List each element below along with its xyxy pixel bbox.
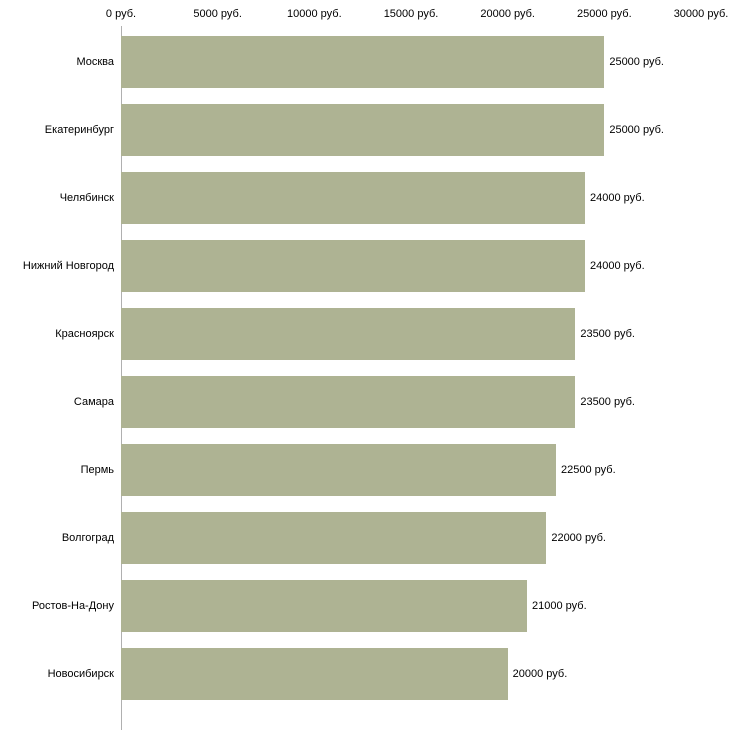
x-axis-tick-label: 30000 руб. — [673, 8, 729, 20]
x-axis-tick-label: 15000 руб. — [383, 8, 439, 20]
category-label: Екатеринбург — [44, 124, 114, 136]
bar[interactable] — [121, 444, 556, 496]
bar-value-label: 24000 руб. — [590, 192, 645, 204]
chart-row — [0, 164, 730, 232]
bar[interactable] — [121, 36, 604, 88]
chart-row — [0, 232, 730, 300]
bar[interactable] — [121, 240, 585, 292]
bar[interactable] — [121, 376, 575, 428]
bar[interactable] — [121, 104, 604, 156]
bar[interactable] — [121, 648, 508, 700]
bar[interactable] — [121, 172, 585, 224]
category-label: Ростов-На-Дону — [31, 600, 114, 612]
category-label: Красноярск — [55, 328, 114, 340]
x-axis-tick-label: 25000 руб. — [577, 8, 632, 20]
chart-row — [0, 28, 730, 96]
category-label: Волгоград — [61, 532, 114, 544]
category-label: Москва — [76, 56, 114, 68]
bar-value-label: 22500 руб. — [561, 464, 616, 476]
chart-row — [0, 436, 730, 504]
bar-value-label: 24000 руб. — [590, 260, 645, 272]
category-label: Нижний Новгород — [22, 260, 114, 272]
category-label: Новосибирск — [47, 668, 114, 680]
chart-row — [0, 368, 730, 436]
bar-value-label: 23500 руб. — [580, 328, 635, 340]
x-axis-ticks — [0, 0, 730, 26]
chart-row — [0, 572, 730, 640]
bar-value-label: 22000 руб. — [551, 532, 606, 544]
bar[interactable] — [121, 308, 575, 360]
x-axis-tick-label: 0 руб. — [105, 8, 137, 20]
chart-row — [0, 96, 730, 164]
x-axis-tick-label: 10000 руб. — [287, 8, 342, 20]
bar-value-label: 20000 руб. — [512, 668, 568, 680]
chart-row — [0, 504, 730, 572]
category-label: Самара — [73, 396, 114, 408]
bar-value-label: 23500 руб. — [580, 396, 635, 408]
bar-value-label: 25000 руб. — [609, 56, 664, 68]
bar-value-label: 21000 руб. — [532, 600, 587, 612]
x-axis-tick-label: 20000 руб. — [480, 8, 535, 20]
plot-area — [0, 26, 730, 730]
category-label: Челябинск — [59, 192, 114, 204]
bar[interactable] — [121, 512, 546, 564]
chart-row — [0, 300, 730, 368]
chart-row — [0, 640, 730, 708]
x-axis-tick-label: 5000 руб. — [193, 8, 242, 20]
category-label: Пермь — [80, 464, 114, 476]
bar[interactable] — [121, 580, 527, 632]
bar-value-label: 25000 руб. — [609, 124, 664, 136]
